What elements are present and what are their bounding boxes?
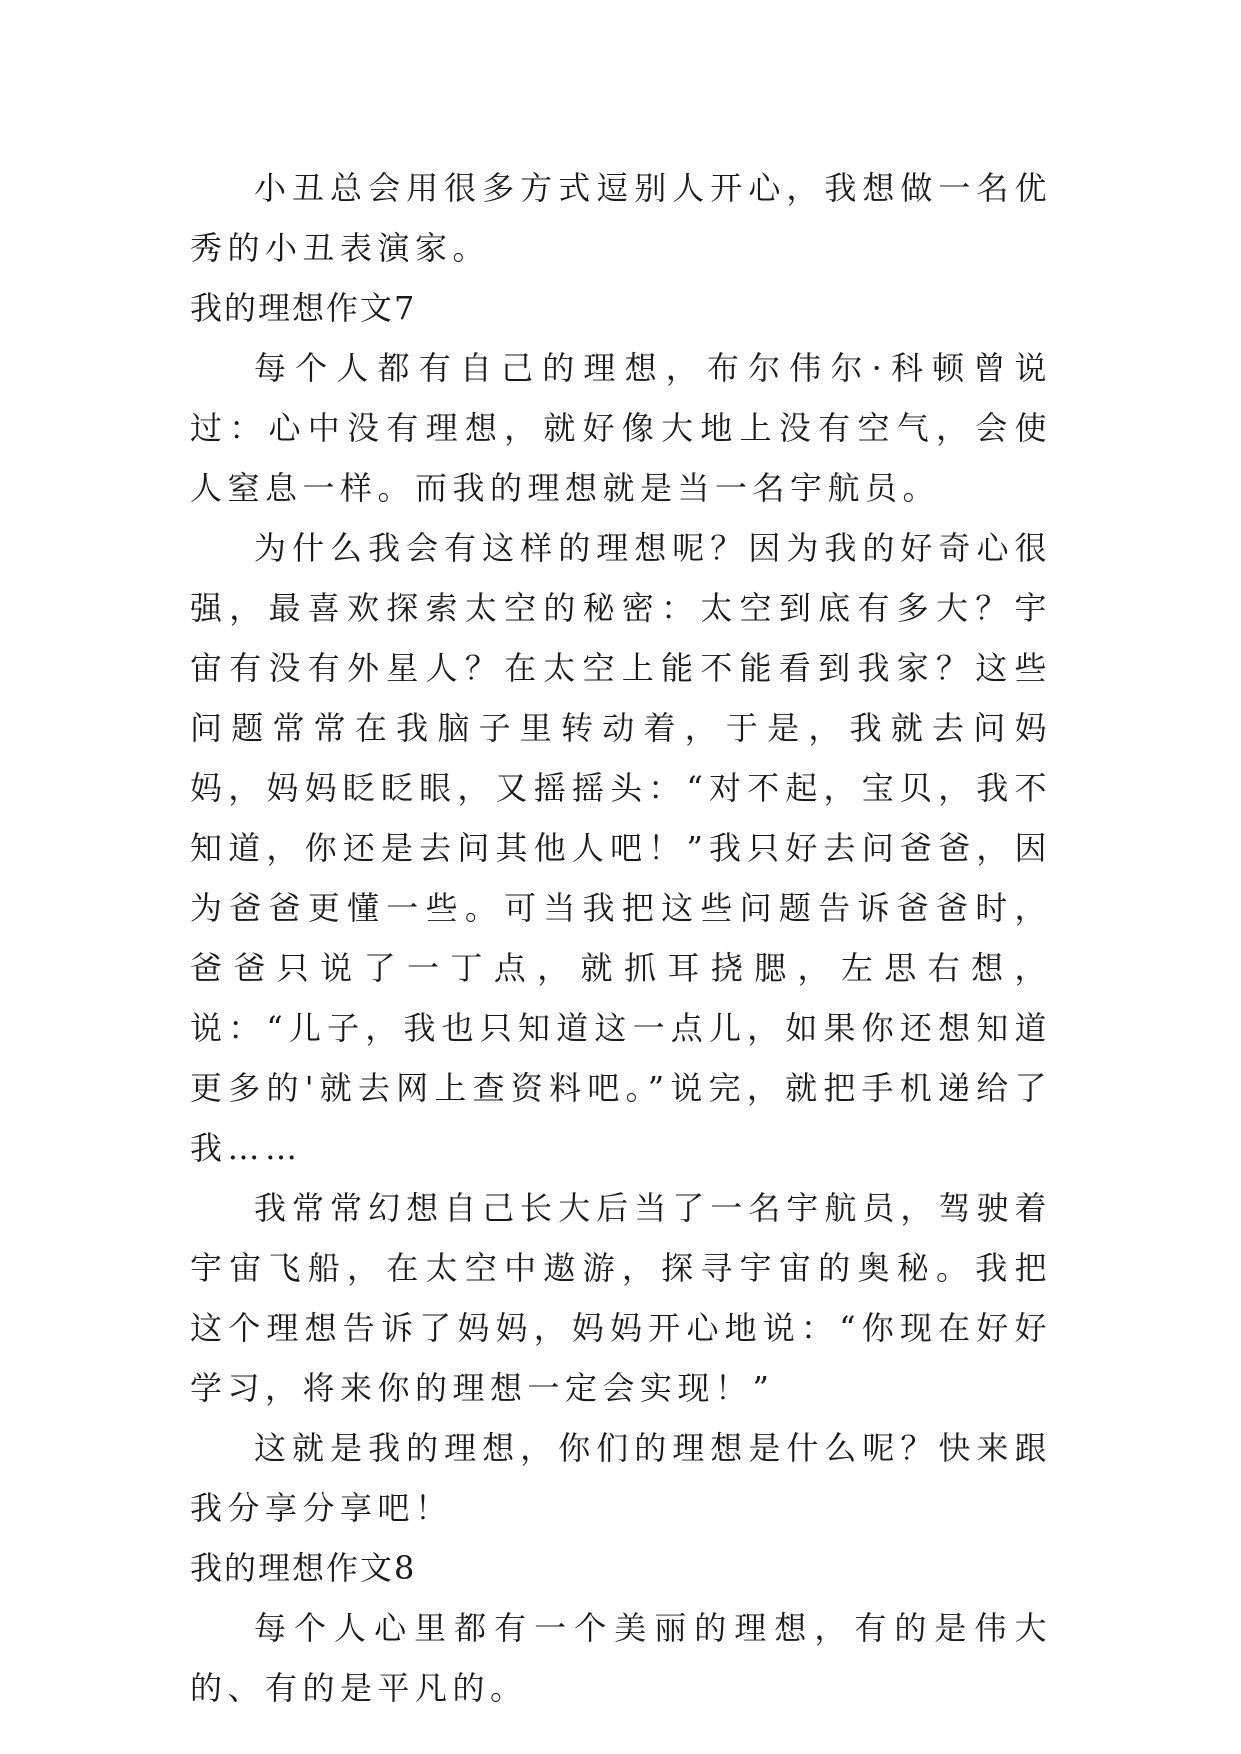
paragraph: 每个人都有自己的理想，布尔伟尔·科顿曾说过：心中没有理想，就好像大地上没有空气，会使人窒息一样。而我的理想就是当一名宇航员。 [190, 349, 1052, 507]
paragraph: 每个人心里都有一个美丽的理想，有的是伟大的、有的是平凡的。 [190, 1609, 1052, 1707]
section-heading: 我的理想作文8 [190, 1549, 417, 1587]
section-heading: 我的理想作文7 [190, 289, 417, 327]
paragraph: 小丑总会用很多方式逗别人开心，我想做一名优秀的小丑表演家。 [190, 169, 1052, 267]
document-page [190, 158, 1052, 1718]
paragraph: 这就是我的理想，你们的理想是什么呢？快来跟我分享分享吧！ [190, 1429, 1052, 1527]
paragraph: 我常常幻想自己长大后当了一名宇航员，驾驶着宇宙飞船，在太空中遨游，探寻宇宙的奥秘。我把这个理想告诉了妈妈，妈妈开心地说：“你现在好好学习，将来你的理想一定会实现！” [190, 1189, 1052, 1407]
paragraph: 为什么我会有这样的理想呢？因为我的好奇心很强，最喜欢探索太空的秘密：太空到底有多大？宇宙有没有外星人？在太空上能不能看到我家？这些问题常常在我脑子里转动着，于是，我就去问妈妈，妈妈眨眨眼，又摇摇头：“对不起，宝贝，我不知道，你还是去问其他人吧！”我只好去问爸爸，因为爸爸更懂一些。可当我把这些问题告诉爸爸时，爸爸只说了一丁点，就抓耳挠腮，左思右想，说：“儿子，我也只知道这一点儿，如果你还想知道更多的'就去网上查资料吧。”说完，就把手机递给了我…… [190, 529, 1052, 1167]
